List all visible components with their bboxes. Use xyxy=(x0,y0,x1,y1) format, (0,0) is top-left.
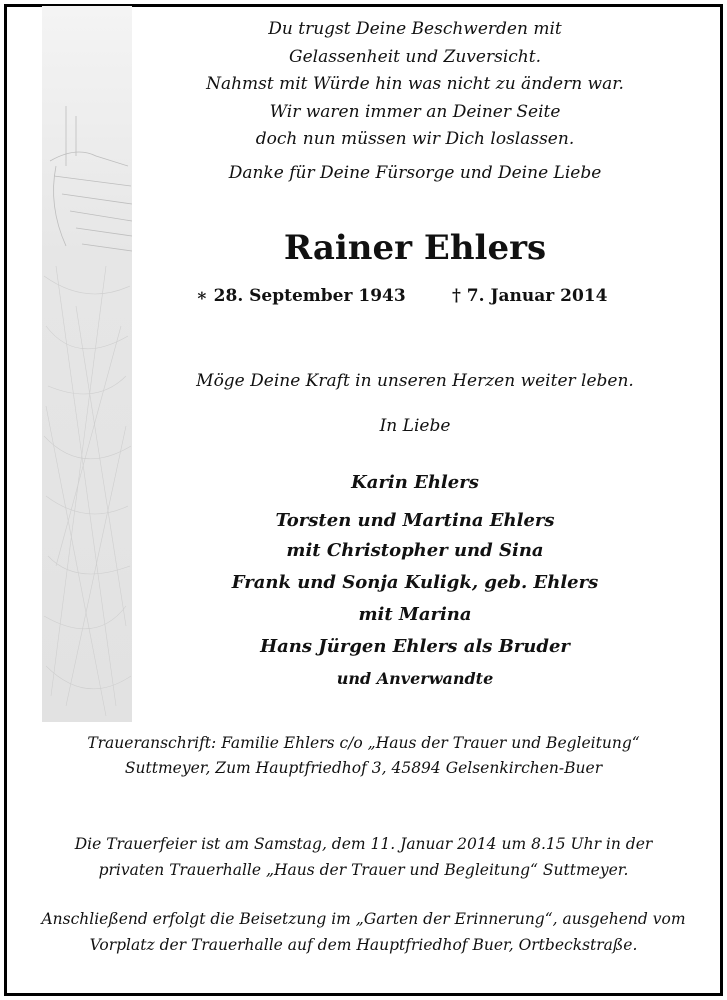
address-line: Suttmeyer, Zum Hauptfriedhof 3, 45894 Gelsenkirchen-Buer xyxy=(124,759,603,777)
family-list xyxy=(160,468,670,694)
burial-line: Vorplatz der Trauerhalle auf dem Hauptfriedhof Buer, Ortbeckstraße. xyxy=(89,936,638,954)
funeral-service-info xyxy=(20,831,707,883)
service-line: privaten Trauerhalle „Haus der Trauer und Begleitung“ Suttmeyer. xyxy=(98,861,629,879)
birth-date: ∗ 28. September 1943 xyxy=(196,286,406,306)
in-love-line: In Liebe xyxy=(379,416,451,436)
death-date: † 7. Januar 2014 xyxy=(452,286,608,306)
poem-thanks: Danke für Deine Fürsorge und Deine Liebe xyxy=(228,162,602,183)
mourning-address xyxy=(20,731,707,781)
family-member: und Anverwandte xyxy=(336,669,494,688)
service-line: Die Trauerfeier ist am Samstag, dem 11. Januar 2014 um 8.15 Uhr in der xyxy=(74,835,653,853)
poem-line: Wir waren immer an Deiner Seite xyxy=(269,101,561,122)
family-member: Hans Jürgen Ehlers als Bruder xyxy=(260,636,570,657)
family-member: Frank und Sonja Kuligk, geb. Ehlers xyxy=(231,572,599,593)
burial-line: Anschließend erfolgt die Beisetzung im „Garten der Erinnerung“, ausgehend vom xyxy=(41,910,686,928)
poem-line: Nahmst mit Würde hin was nicht zu ändern war. xyxy=(206,74,624,94)
wish-line: Möge Deine Kraft in unseren Herzen weiter leben. xyxy=(196,371,634,391)
poem-line: Gelassenheit und Zuversicht. xyxy=(289,46,541,67)
poem-line: doch nun müssen wir Dich loslassen. xyxy=(255,129,575,149)
family-member: mit Marina xyxy=(358,604,472,625)
deceased-name: Rainer Ehlers xyxy=(283,228,547,268)
burial-info xyxy=(8,906,719,958)
staircase-illustration xyxy=(36,6,132,722)
family-member: mit Christopher und Sina xyxy=(286,540,544,561)
poem xyxy=(160,16,670,187)
poem-line: Du trugst Deine Beschwerden mit xyxy=(268,19,562,39)
family-member: Karin Ehlers xyxy=(351,472,479,493)
family-member: Torsten und Martina Ehlers xyxy=(275,510,555,531)
address-line: Traueranschrift: Familie Ehlers c/o „Haus der Trauer und Begleitung“ xyxy=(87,734,640,752)
